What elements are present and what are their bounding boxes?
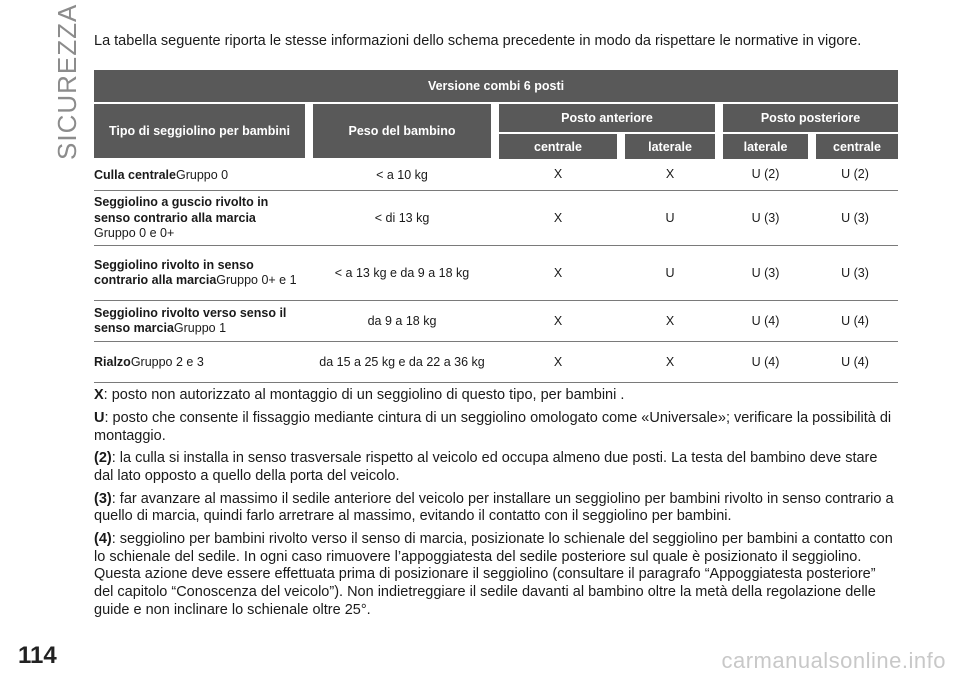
note-u	[94, 410, 898, 445]
table-row	[94, 191, 898, 246]
note-text: : posto non autorizzato al montaggio di un seggiolino di questo tipo, per bambini .	[103, 387, 625, 404]
cell-tipo-group: Gruppo 0+ e 1	[216, 273, 297, 288]
header-peso: Peso del bambino	[309, 103, 495, 159]
note-2	[94, 450, 898, 485]
table-row	[94, 159, 898, 191]
table-row	[94, 342, 898, 383]
cell-post-laterale: U (2)	[719, 159, 812, 191]
cell-tipo-group: Gruppo 0	[175, 167, 229, 182]
note-text: : la culla si installa in senso trasversale rispetto al veicolo ed occupa almeno due posti. La testa del bambino deve stare dal lato opposto a quello della porta del veicolo.	[94, 450, 878, 484]
note-text: : posto che consente il fissaggio mediante cintura di un seggiolino omologato come «Universale»; verificare la possibilità di montaggio.	[94, 409, 892, 444]
table-row	[94, 246, 898, 301]
cell-ant-laterale: U	[621, 191, 719, 246]
cell-peso: < di 13 kg	[309, 191, 495, 246]
header-posto-posteriore: Posto posteriore	[719, 103, 898, 133]
cell-ant-laterale: X	[621, 301, 719, 342]
header-tipo: Tipo di seggiolino per bambini	[94, 103, 309, 159]
intro-paragraph: La tabella seguente riporta le stesse informazioni dello schema precedente in modo da rispettare le normative in vigore.	[94, 33, 862, 49]
header-post-centrale: centrale	[812, 133, 898, 159]
cell-tipo	[94, 342, 309, 383]
cell-ant-centrale: X	[495, 246, 621, 301]
legend-notes	[94, 387, 898, 619]
child-seat-table	[94, 70, 898, 383]
cell-post-laterale: U (3)	[719, 191, 812, 246]
cell-tipo-group: Gruppo 1	[173, 321, 227, 336]
note-key: (2)	[94, 450, 112, 467]
note-text: : seggiolino per bambini rivolto verso il senso di marcia, posizionate lo schienale del seggiolino per bambini a contatto con lo schienale del sedile. In ogni caso rimuovere l’appoggiatesta del sedile posteriore sul quale è posizionato il seggiolino. Questa azione deve essere effettuata prima di posizionare il seggiolino (consultare il paragrafo “Appoggiatesta posteriore” del capitolo “Conoscenza del veicolo”). Non indietreggiare il sedile davanti al bambino oltre la metà della regolazione delle guide e non inclinare lo schienale oltre 25°.	[94, 530, 893, 618]
header-ant-laterale: laterale	[621, 133, 719, 159]
header-posto-anteriore: Posto anteriore	[495, 103, 719, 133]
watermark: carmanualsonline.info	[721, 648, 946, 673]
cell-tipo	[94, 246, 309, 301]
header-ant-centrale: centrale	[495, 133, 621, 159]
table-row	[94, 301, 898, 342]
note-key: (3)	[94, 490, 112, 507]
cell-tipo-bold: Seggiolino rivolto verso senso il senso marcia	[94, 305, 287, 336]
table-title: Versione combi 6 posti	[94, 70, 898, 103]
cell-post-centrale: U (3)	[812, 191, 898, 246]
cell-post-laterale: U (4)	[719, 342, 812, 383]
cell-ant-centrale: X	[495, 301, 621, 342]
cell-post-laterale: U (3)	[719, 246, 812, 301]
cell-tipo-bold: Seggiolino rivolto in senso contrario alla marcia	[94, 257, 254, 288]
section-label: SICUREZZA	[52, 3, 82, 160]
cell-peso: da 9 a 18 kg	[309, 301, 495, 342]
cell-post-centrale: U (3)	[812, 246, 898, 301]
header-post-laterale: laterale	[719, 133, 812, 159]
cell-ant-laterale: X	[621, 159, 719, 191]
note-text: : far avanzare al massimo il sedile anteriore del veicolo per installare un seggiolino per bambini rivolto in senso contrario a quello di marcia, quindi farlo arretrare al massimo, evitando il contatto con il seggiolino per bambini.	[94, 490, 894, 525]
page-content	[94, 32, 898, 624]
note-key: U	[94, 409, 105, 426]
cell-tipo	[94, 191, 309, 246]
note-4	[94, 531, 898, 619]
note-3	[94, 491, 898, 526]
note-key: (4)	[94, 530, 112, 547]
cell-post-laterale: U (4)	[719, 301, 812, 342]
cell-tipo-bold: Seggiolino a guscio rivolto in senso contrario alla marcia	[94, 195, 269, 225]
cell-ant-centrale: X	[495, 342, 621, 383]
cell-peso: da 15 a 25 kg e da 22 a 36 kg	[309, 342, 495, 383]
cell-post-centrale: U (4)	[812, 342, 898, 383]
cell-ant-laterale: X	[621, 342, 719, 383]
cell-tipo	[94, 159, 309, 191]
note-x	[94, 387, 898, 405]
cell-ant-laterale: U	[621, 246, 719, 301]
cell-post-centrale: U (2)	[812, 159, 898, 191]
cell-tipo	[94, 301, 309, 342]
cell-peso: < a 10 kg	[309, 159, 495, 191]
cell-post-centrale: U (4)	[812, 301, 898, 342]
cell-ant-centrale: X	[495, 159, 621, 191]
cell-tipo-group: Gruppo 2 e 3	[130, 354, 204, 369]
cell-peso: < a 13 kg e da 9 a 18 kg	[309, 246, 495, 301]
cell-tipo-bold: Rialzo	[94, 354, 131, 369]
cell-ant-centrale: X	[495, 191, 621, 246]
cell-tipo-group: Gruppo 0 e 0+	[94, 225, 175, 240]
note-key: X	[94, 387, 104, 404]
page-number: 114	[18, 642, 57, 669]
cell-tipo-bold: Culla centrale	[94, 167, 176, 182]
